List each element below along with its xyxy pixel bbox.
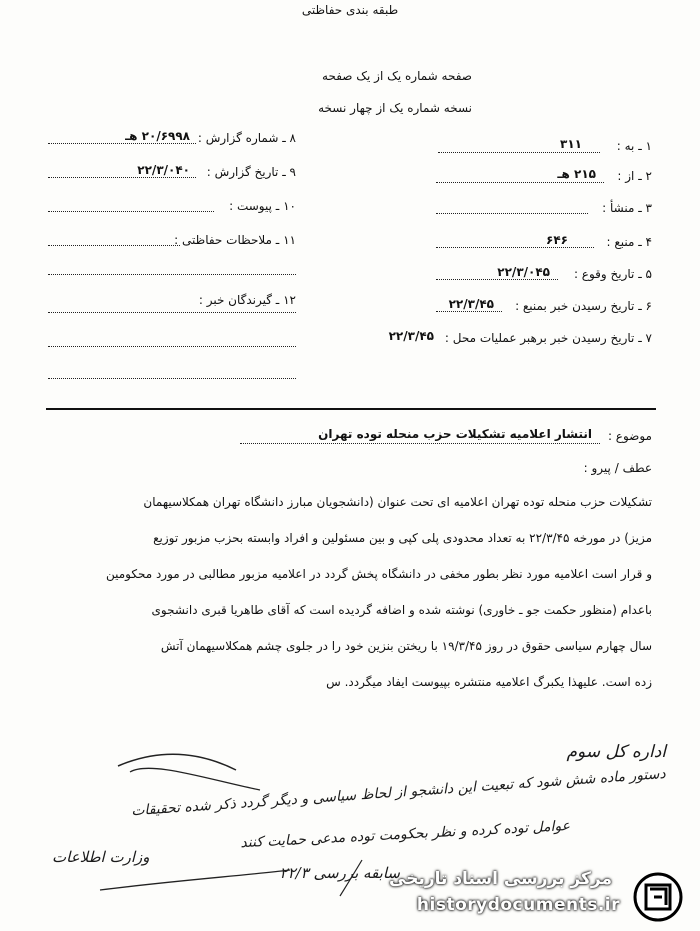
- archive-watermark: [389, 867, 692, 925]
- archive-logo-icon: [632, 871, 684, 923]
- handwritten-note-line-2: دستور ماده شش شود که تبعیت این دانشجو از لحاظ سیاسی و دیگر گردد ذکر شده تحقیقات: [131, 766, 667, 820]
- watermark-url: historydocuments.ir: [416, 895, 620, 915]
- field-security-notes-label: ۱۱ ـ ملاحظات حفاظتی :: [174, 233, 296, 247]
- field-source-value: ۶۴۶: [546, 233, 568, 247]
- handwritten-note-line-1: اداره کل سوم: [566, 742, 666, 762]
- field-operation-received-value: ۲۲/۳/۴۵: [388, 329, 434, 343]
- subject-label: موضوع :: [607, 429, 652, 443]
- body-line-3: و قرار است اعلامیه مورد نظر بطور مخفی در دانشگاه پخش گردد در اعلامیه مزبور مطالبی در مورد محکومین: [105, 567, 652, 581]
- handwritten-signature: وزارت اطلاعات: [52, 848, 150, 866]
- field-report-date-label: ۹ ـ تاریخ گزارش :: [206, 165, 296, 179]
- field-origin-label: ۳ ـ منشأ :: [602, 201, 652, 215]
- field-from-value: ۲۱۵ هـ: [557, 167, 596, 181]
- watermark-title: مرکز بررسی اسناد تاریخی: [389, 869, 612, 889]
- field-to-label: ۱ ـ به :: [616, 139, 652, 153]
- body-line-2: مزیز) در مورخه ۲۲/۳/۴۵ به تعداد محدودی پلی کپی و بین مسئولین و افراد وابسته بحزب مزبور توزیع: [153, 531, 652, 545]
- page-number-line: صفحه شماره یک از یک صفحه: [322, 69, 472, 83]
- field-report-number-label: ۸ ـ شماره گزارش :: [197, 131, 296, 145]
- subject-text: انتشار اعلامیه تشکیلات حزب منحله توده تهران: [318, 427, 592, 441]
- handwritten-note-line-3: عوامل توده کرده و نظر بحکومت توده مدعی حمایت کنند: [240, 818, 571, 852]
- body-line-6: زده است. علیهذا یکبرگ اعلامیه منتشره بپیوست ایفاد میگردد. س: [326, 675, 652, 689]
- field-report-number-value: ۲۰/۶۹۹۸ هـ: [125, 129, 190, 143]
- classification-header: طبقه بندی حفاظتی: [301, 3, 399, 17]
- field-source-received-label: ۶ ـ تاریخ رسیدن خبر بمنبع :: [515, 299, 652, 313]
- field-attachment-label: ۱۰ ـ پیوست :: [229, 199, 296, 213]
- field-occurrence-date-label: ۵ ـ تاریخ وقوع :: [573, 267, 652, 281]
- field-operation-received-label: ۷ ـ تاریخ رسیدن خبر برهبر عملیات محل :: [444, 331, 652, 345]
- field-source-received-value: ۲۲/۳/۴۵: [448, 297, 494, 311]
- body-line-5: سال چهارم سیاسی حقوق در روز ۱۹/۳/۴۵ با ریختن بنزین خود را در جلوی چشم همکلاسیهمان آتش: [160, 639, 652, 653]
- reference-label: عطف / پیرو :: [583, 461, 652, 475]
- copy-number-line: نسخه شماره یک از چهار نسخه: [318, 101, 472, 115]
- handwritten-note-line-4: سابقه بررسی ۲۲/۳: [279, 864, 400, 882]
- field-source-label: ۴ ـ منبع :: [606, 235, 652, 249]
- body-line-4: باعدام (منظور حکمت جو ـ خاوری) نوشته شده و اضافه گردیده است که آقای طاهریا قبری دانشجوی: [151, 603, 652, 617]
- field-report-date-value: ۲۲/۳/۰۴۰: [137, 163, 190, 177]
- field-recipients-label: ۱۲ ـ گیرندگان خبر :: [198, 293, 296, 307]
- field-occurrence-date-value: ۲۲/۳/۰۴۵: [497, 265, 550, 279]
- field-to-value: ۳۱۱: [560, 137, 582, 151]
- field-from-label: ۲ ـ از :: [617, 169, 652, 183]
- body-line-1: تشکیلات حزب منحله توده تهران اعلامیه ای تحت عنوان (دانشجویان مبارز دانشگاه تهران همکلاسیهمان: [143, 495, 652, 509]
